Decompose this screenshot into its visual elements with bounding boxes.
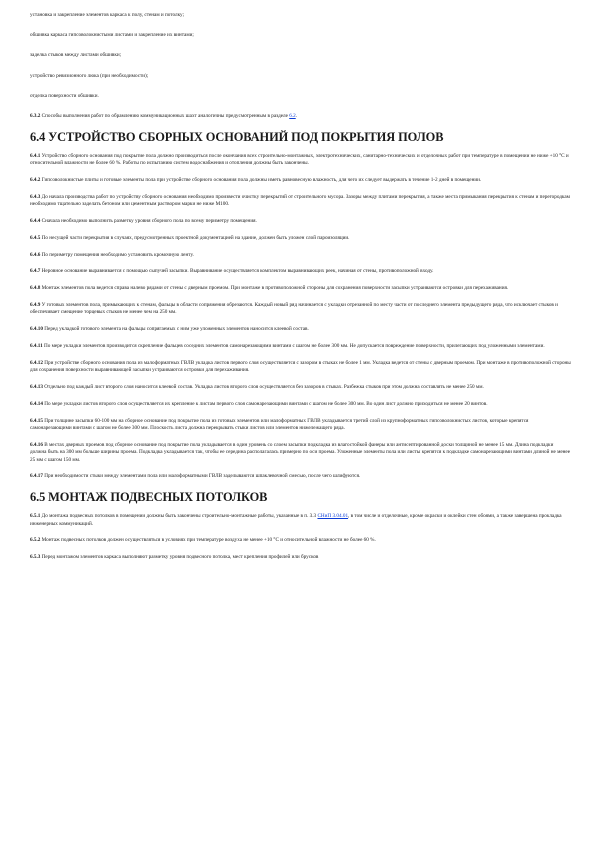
paragraph [30, 235, 571, 242]
paragraph-text: Монтаж элементов пола ведется справа налево рядами от стены с дверным проемом. При монтаже в противоположной стороны для сохранения поверхности засыпки устраиваются островки для перехаживания. [40, 285, 509, 292]
paragraph [30, 442, 571, 464]
paragraph-text: Способы выполнения работ по обрамлению коммуникационных шахт аналогичны предусмотренным в разделе [40, 113, 290, 120]
section-heading-6-4: 6.4 УСТРОЙСТВО СБОРНЫХ ОСНОВАНИЙ ПОД ПОКРЫТИЯ ПОЛОВ [30, 129, 444, 144]
paragraph-text: При устройстве сборного основания пола из малоформатных ГВЛВ укладка листов первого слоя осуществляется с зазором в стыках не более 1 мм. Укладка ведется от стены с дверным проемом. При монтаже в противоположной стороны для сохранения поверхности выравнивающей засыпки устраиваются островки для перехаживания. [30, 359, 571, 374]
paragraph [30, 473, 571, 480]
paragraph-text: До начала производства работ по устройству сборного основания необходимо произвести очистку перекрытий от строительного мусора. Зазоры между плитами перекрытия, а также места примыкания перекрытия к стенам и перегородкам необходимо тщательно заделать бетоном или цементным раствором марки не ниже М100. [30, 193, 570, 208]
list-item: установка и закрепление элементов каркаса к полу, стенам и потолку; [30, 12, 185, 18]
paragraph-number: 6.4.3 [30, 193, 41, 200]
paragraph-number: 6.4.2 [30, 177, 41, 184]
paragraph [30, 153, 571, 168]
paragraph-number: 6.4.7 [30, 268, 41, 275]
paragraph-number: 6.4.15 [30, 417, 43, 424]
section-link[interactable]: 6.2 [289, 113, 296, 120]
section-heading-6-5: 6.5 МОНТАЖ ПОДВЕСНЫХ ПОТОЛКОВ [30, 490, 268, 505]
paragraph-text: Перед монтажом элементов каркаса выполняют разметку уровня подвесного потолка, мест крепления профилей или брусков [40, 554, 319, 561]
paragraph-number: 6.3.2 [30, 113, 41, 120]
list-item: заделка стыков между листами обшивки; [30, 52, 122, 59]
list-item: устройство ревизионного люка (при необходимости); [30, 72, 149, 79]
paragraph-number: 6.4.17 [30, 473, 43, 480]
paragraph-number: 6.4.9 [30, 302, 41, 308]
paragraph [30, 177, 571, 184]
paragraph-text: До монтажа подвесных потолков в помещении должны быть закончены строительно-монтажные работы, указанные в п. 3.3 [40, 513, 318, 520]
paragraph-number: 6.4.10 [30, 326, 43, 333]
paragraph-number: 6.4.5 [30, 234, 41, 241]
paragraph-text: Сначала необходимо выполнить разметку уровня сборного пола по всему периметру помещения. [40, 218, 257, 225]
work-steps-list [30, 12, 571, 100]
paragraph-number: 6.4.16 [30, 441, 43, 448]
paragraph [30, 360, 571, 375]
paragraph-tail: , в том числе и отделочные, кроме окраски и оклейки стен обоями, а также завершена прокладка инженерных коммуникаций. [30, 513, 562, 527]
list-item: отделка поверхности обшивки. [30, 92, 99, 99]
paragraph-text: При толщине засыпки 60-100 мм на сборное основание под покрытие пола из готовых элементов или малоформатных ГВЛВ укладывается третий слой из крупноформатных гипсоволокнистых листов, которые крепятся самонарезающими винтами с шагом не более 300 мм. Плоскость листа должна перекрывать стыки листов или элементов нижележащего ряда. [30, 417, 529, 431]
paragraph-text: По мере укладки элементов производится скрепление фальцев соседних элементов самонарезающими винтами с шагом не более 300 мм. Не допускается повреждение поверхности, прилегающих под уложенными элементами. [42, 343, 545, 349]
paragraph [30, 218, 571, 225]
paragraph-number: 6.4.11 [30, 343, 43, 349]
paragraph [30, 384, 571, 391]
paragraph-text: Перед укладкой готового элемента на фальцы сопрягаемых с ним уже уложенных элементов наносится клеевой состав. [42, 326, 309, 333]
paragraph-text: У готовых элементов пола, примыкающих к стенам, фальцы в области сопряжения обрезаются. Каждый новый ряд начинается с укладки отрезанной по месту части от последнего элемента предыдущего ряда, что исключает стыков и обеспечивает смещение торцевых стыков не менее чем на 250 мм. [30, 302, 558, 316]
paragraph-text: Неровное основание выравнивается с помощью сыпучей засыпки. Выравнивание осуществляется комплектом выравнивающих реек, начиная от стены, противоположной входу. [40, 268, 434, 275]
paragraph [30, 268, 571, 275]
paragraph-text: По мере укладки листов второго слоя осуществляется их крепление к листам первого слоя самонарезающими винтами с шагом не более 300 мм. Во один лист должно приходиться не менее 20 винтов. [42, 400, 488, 407]
paragraph-6-5-2 [30, 537, 571, 544]
section-6-4-body [30, 153, 571, 481]
paragraph-number: 6.4.12 [30, 359, 43, 366]
paragraph-number: 6.4.8 [30, 285, 41, 292]
paragraph-number: 6.5.2 [30, 537, 41, 544]
paragraph [30, 285, 571, 292]
paragraph-6-3-2 [30, 113, 571, 120]
paragraph-number: 6.5.3 [30, 554, 41, 561]
paragraph-text: При необходимости стыки между элементами пола или малоформатными ГВЛВ заделываются шпаклевочной смесью, после чего шлифуются. [42, 473, 361, 480]
paragraph [30, 343, 571, 350]
paragraph [30, 418, 571, 433]
paragraph-number: 6.4.14 [30, 400, 43, 407]
paragraph-number: 6.4.4 [30, 218, 41, 225]
paragraph-6-5-3 [30, 554, 571, 561]
paragraph [30, 401, 571, 408]
paragraph [30, 252, 571, 259]
paragraph [30, 326, 571, 333]
paragraph-6-5-1 [30, 513, 571, 528]
list-item: обшивка каркаса гипсоволокнистыми листами и закрепление их винтами; [30, 32, 194, 39]
paragraph-number: 6.5.1 [30, 513, 41, 520]
paragraph-text: По несущей части перекрытия в случаях, предусмотренных проектной документацией на здание, должен быть уложен слой пароизоляции. [40, 234, 350, 241]
paragraph-tail: . [295, 113, 297, 120]
paragraph [30, 194, 571, 209]
paragraph-number: 6.4.6 [30, 251, 41, 258]
paragraph-text: В местах дверных проемов под сборное основание под покрытие пола укладывается в один уровень со слоем засыпки подкладка из влагостойкой фанеры или антисептированной доски толщиной не менее 15 мм. Длина подкладки должна быть на 300 мм больше ширины проема. Подкладка укладывается так, чтобы ее середина располагалась примерно по оси проема. Уложенные элементы пола или листы крепятся к подкладке самонарезающими винтами длиной не менее 25 мм с шагом 150 мм. [30, 441, 571, 463]
paragraph [30, 302, 571, 317]
paragraph-text: По периметру помещения необходимо установить кромочную ленту. [40, 251, 194, 258]
paragraph-text: Устройство сборного основания под покрытие пола должно производиться после окончания всех строительно-монтажных, электротехнических, санитарно-технических и отделочных работ при температуре в помещении не ниже +10 °С и относительной влажности не более 60 %. Работы по испытанию систем водоснабжения и отопления должны быть закончены. [30, 152, 569, 167]
paragraph-number: 6.4.13 [30, 384, 43, 390]
paragraph-text: Отдельно под каждый лист второго слоя наносится клеевой состав. Укладка листов второго слоя осуществляется без зазоров в стыках. Разбежка стыков при этом должна составлять не менее 250 мм. [42, 384, 484, 390]
paragraph-text: Монтаж подвесных потолков должен осуществляться в условиях при температуре воздуха не менее +10 °С и относительной влажности не более 60 %. [40, 537, 376, 544]
paragraph-text: Гипсоволокнистые плиты и готовые элементы пола при устройстве сборного основания пола должны иметь равновесную влажность, для чего их следует выдержать в течение 1-2 дней в помещении. [40, 177, 482, 184]
snip-link[interactable]: СНиП 3.04.01 [317, 513, 349, 520]
paragraph-number: 6.4.1 [30, 152, 41, 159]
